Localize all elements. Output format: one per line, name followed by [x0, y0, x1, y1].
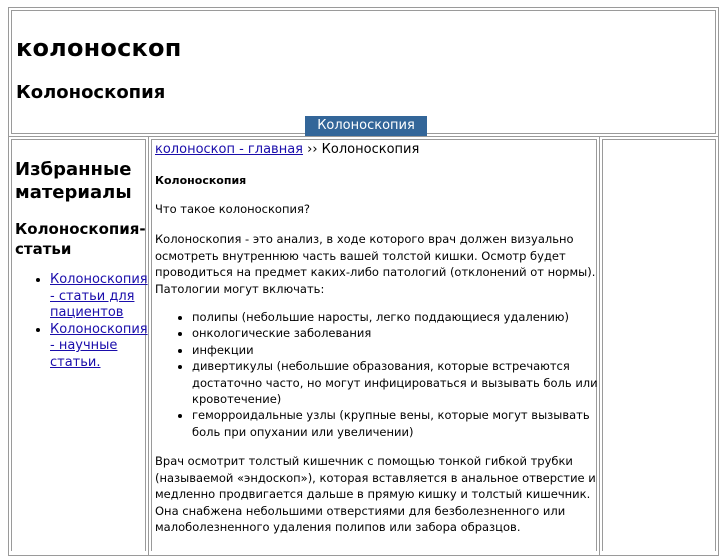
header-frame	[8, 7, 719, 137]
breadcrumb-home-link[interactable]: колоноскоп - главная	[155, 142, 303, 157]
sidebar-frame	[8, 136, 149, 556]
content-title: Колоноскопия	[155, 174, 247, 187]
main-frame	[148, 136, 600, 556]
site-subtitle: Колоноскопия	[16, 82, 166, 103]
intro-paragraph: Колоноскопия - это анализ, в ходе которого врач должен визуально осмотреть внутреннюю часть вашей толстой кишки. Осмотр будет проводиться на предмет каких-либо патологий (отклонений от нормы). Патологии могут включать:	[155, 232, 596, 296]
sidebar-link-item	[50, 272, 148, 322]
breadcrumb-separator: ››	[307, 142, 318, 157]
sidebar-panel	[11, 139, 146, 551]
site-title: колоноскоп	[16, 34, 182, 62]
list-item: • инфекции	[192, 342, 599, 358]
list-item: • дивертикулы (небольшие образования, которые встречаются достаточно часто, но могут инфицироваться и вызывать боль или кровотечение)	[192, 358, 599, 407]
right-column-frame	[599, 136, 719, 556]
pathology-list	[155, 309, 599, 440]
list-item: • полипы (небольшие наросты, легко поддающиеся удалению)	[192, 309, 599, 325]
header-panel	[11, 10, 716, 134]
sidebar-link-item	[50, 321, 148, 372]
sidebar-link-scientific[interactable]: Колоноскопия - научные статьи.	[50, 321, 148, 370]
sidebar-heading: Избранные материалы	[15, 159, 132, 203]
list-item: • геморроидальные узлы (крупные вены, которые могут вызывать боль при опухании или увеличении)	[192, 407, 599, 440]
question-text: Что такое колоноскопия?	[155, 202, 310, 216]
breadcrumb-current: Колоноскопия	[321, 142, 420, 157]
main-content	[155, 142, 599, 535]
list-item: • онкологические заболевания	[192, 325, 599, 341]
main-panel	[151, 139, 597, 551]
sidebar-links	[12, 272, 148, 371]
breadcrumb	[155, 142, 599, 158]
procedure-paragraph: Врач осмотрит толстый кишечник с помощью тонкой гибкой трубки (называемой «эндоскоп»), которая вставляется в анальное отверстие и медленно продвигается дальше в прямую кишку и толстый кишечник. Она снабжена небольшими отверстиями для безболезненного или малоболезненного удаления полипов или забора образцов.	[155, 454, 596, 534]
sidebar-link-patients[interactable]: Колоноскопия - статьи для пациентов	[50, 272, 148, 320]
sidebar-subheading: Колоноскопия-статьи	[15, 220, 146, 258]
nav-button-colonoscopy[interactable]: Колоноскопия	[305, 116, 427, 136]
right-column-panel	[602, 139, 716, 551]
